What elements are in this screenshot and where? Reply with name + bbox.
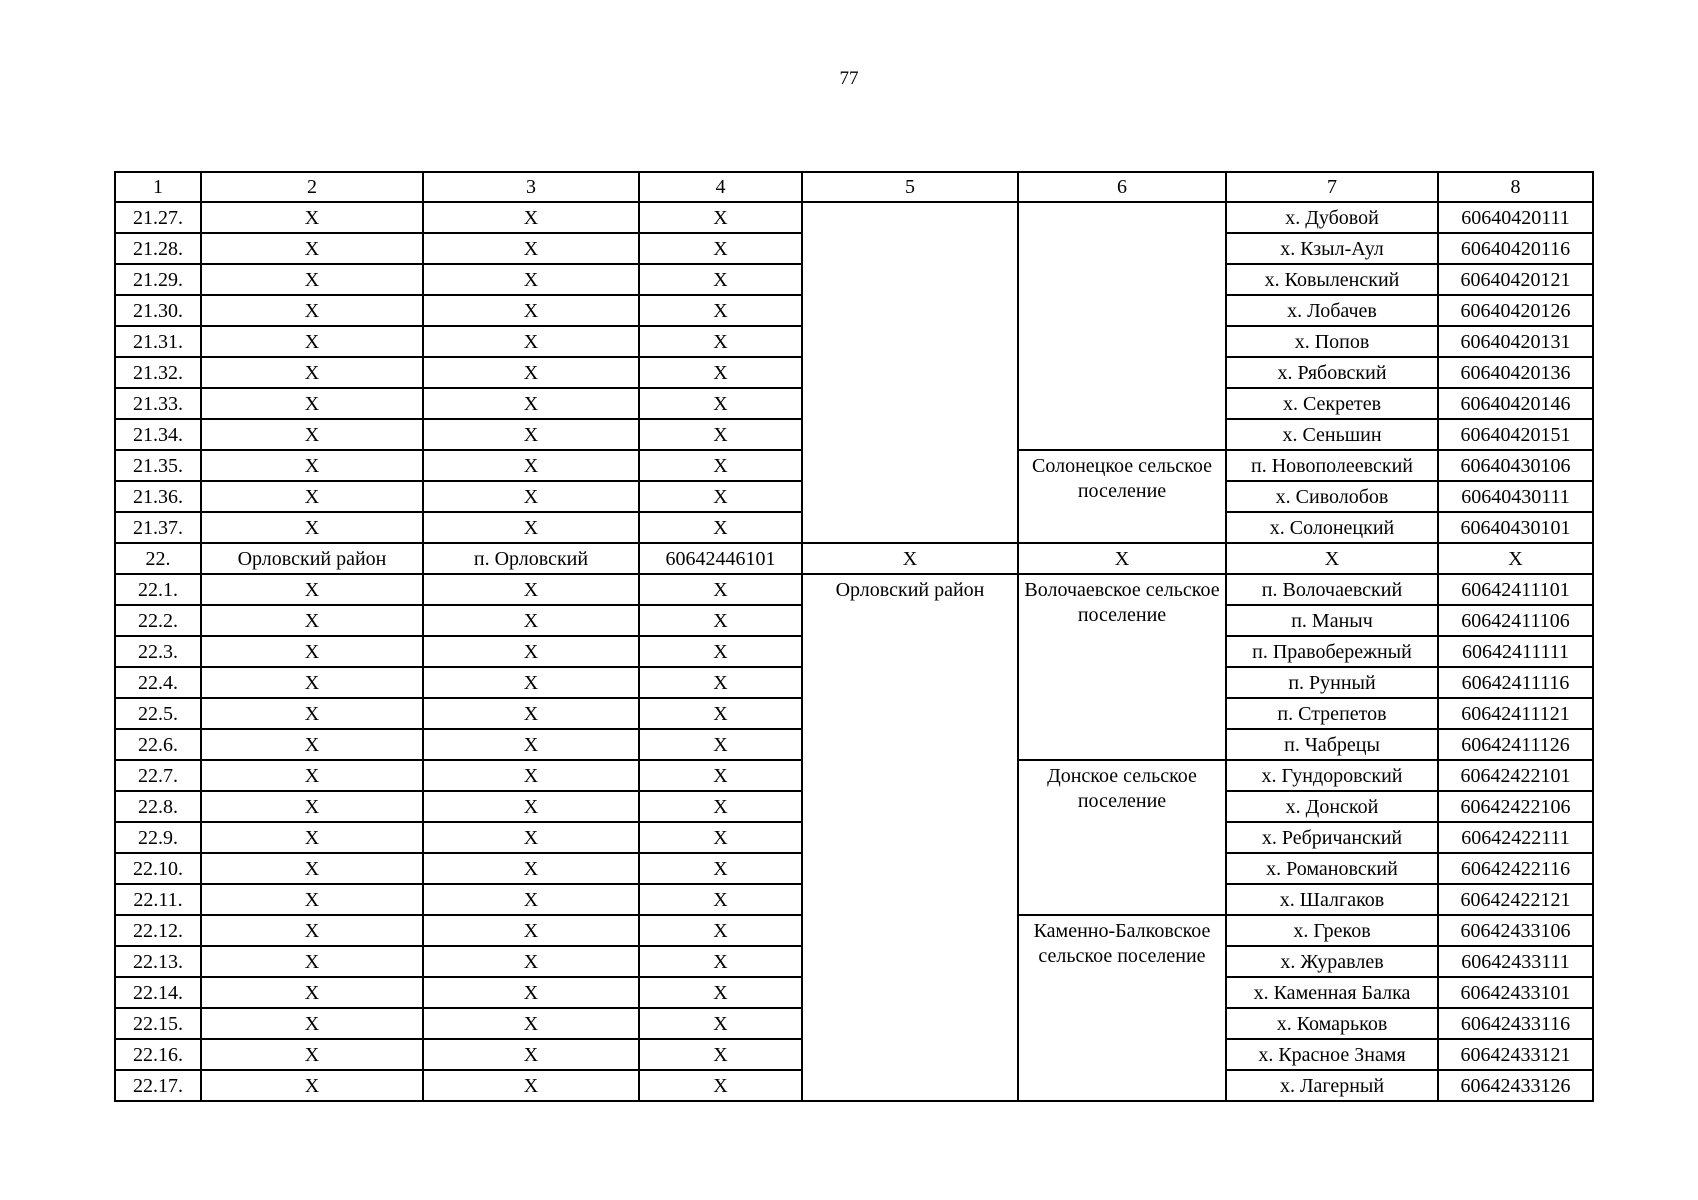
locality-name-cell: х. Сеньшин: [1226, 419, 1438, 450]
administrative-center-cell: X: [423, 698, 639, 729]
center-oktmo-code-cell: X: [639, 884, 802, 915]
locality-name-cell: п. Чабрецы: [1226, 729, 1438, 760]
administrative-center-cell: X: [423, 574, 639, 605]
locality-oktmo-code-cell: 60642411106: [1438, 605, 1593, 636]
locality-name-cell: х. Рябовский: [1226, 357, 1438, 388]
center-oktmo-code-cell: X: [639, 915, 802, 946]
center-oktmo-code-cell: X: [639, 729, 802, 760]
locality-name-cell: X: [1226, 543, 1438, 574]
center-oktmo-code-cell: X: [639, 977, 802, 1008]
locality-name-cell: х. Донской: [1226, 791, 1438, 822]
administrative-center-cell: X: [423, 1070, 639, 1101]
locality-name-cell: х. Секретев: [1226, 388, 1438, 419]
row-number-cell: 22.1.: [115, 574, 201, 605]
center-oktmo-code-cell: X: [639, 233, 802, 264]
row-number-cell: 22.4.: [115, 667, 201, 698]
municipal-district-cell: X: [201, 326, 423, 357]
locality-oktmo-code-cell: 60642433121: [1438, 1039, 1593, 1070]
center-oktmo-code-cell: X: [639, 419, 802, 450]
locality-oktmo-code-cell: 60640420126: [1438, 295, 1593, 326]
column-number-6: 6: [1018, 172, 1226, 202]
row-number-cell: 21.32.: [115, 357, 201, 388]
locality-oktmo-code-cell: 60642411121: [1438, 698, 1593, 729]
district-group-cell: [802, 202, 1018, 543]
row-number-cell: 22.17.: [115, 1070, 201, 1101]
row-number-cell: 21.29.: [115, 264, 201, 295]
center-oktmo-code-cell: X: [639, 202, 802, 233]
administrative-center-cell: X: [423, 884, 639, 915]
center-oktmo-code-cell: X: [639, 946, 802, 977]
municipal-district-cell: X: [201, 667, 423, 698]
row-number-cell: 22.9.: [115, 822, 201, 853]
municipal-district-cell: X: [201, 202, 423, 233]
row-number-cell: 21.37.: [115, 512, 201, 543]
locality-name-cell: п. Правобережный: [1226, 636, 1438, 667]
locality-name-cell: х. Ребричанский: [1226, 822, 1438, 853]
column-number-1: 1: [115, 172, 201, 202]
table-body: [115, 172, 1593, 1101]
locality-oktmo-code-cell: 60640420116: [1438, 233, 1593, 264]
district-group-cell: X: [802, 543, 1018, 574]
center-oktmo-code-cell: X: [639, 1008, 802, 1039]
municipal-district-cell: X: [201, 1039, 423, 1070]
column-number-3: 3: [423, 172, 639, 202]
center-oktmo-code-cell: X: [639, 512, 802, 543]
locality-name-cell: х. Шалгаков: [1226, 884, 1438, 915]
row-number-cell: 21.28.: [115, 233, 201, 264]
administrative-center-cell: X: [423, 791, 639, 822]
center-oktmo-code-cell: X: [639, 822, 802, 853]
locality-oktmo-code-cell: 60642411126: [1438, 729, 1593, 760]
center-oktmo-code-cell: X: [639, 791, 802, 822]
municipal-district-cell: X: [201, 574, 423, 605]
center-oktmo-code-cell: X: [639, 605, 802, 636]
municipal-district-cell: Орловский район: [201, 543, 423, 574]
municipal-district-cell: X: [201, 729, 423, 760]
center-oktmo-code-cell: X: [639, 481, 802, 512]
locality-oktmo-code-cell: 60642411101: [1438, 574, 1593, 605]
row-number-cell: 22.6.: [115, 729, 201, 760]
column-number-4: 4: [639, 172, 802, 202]
locality-oktmo-code-cell: 60642422106: [1438, 791, 1593, 822]
locality-oktmo-code-cell: 60640420136: [1438, 357, 1593, 388]
row-number-cell: 22.16.: [115, 1039, 201, 1070]
locality-name-cell: х. Ковыленский: [1226, 264, 1438, 295]
locality-name-cell: х. Гундоровский: [1226, 760, 1438, 791]
municipal-district-cell: X: [201, 636, 423, 667]
district-group-cell: Орловский район: [802, 574, 1018, 1101]
center-oktmo-code-cell: X: [639, 853, 802, 884]
locality-name-cell: х. Кзыл-Аул: [1226, 233, 1438, 264]
municipal-district-cell: X: [201, 915, 423, 946]
municipal-district-cell: X: [201, 357, 423, 388]
row-number-cell: 22.2.: [115, 605, 201, 636]
row-number-cell: 22.: [115, 543, 201, 574]
table-row: [115, 202, 1593, 233]
administrative-center-cell: X: [423, 636, 639, 667]
administrative-center-cell: X: [423, 853, 639, 884]
locality-name-cell: х. Журавлев: [1226, 946, 1438, 977]
municipal-district-cell: X: [201, 884, 423, 915]
row-number-cell: 21.30.: [115, 295, 201, 326]
row-number-cell: 21.35.: [115, 450, 201, 481]
center-oktmo-code-cell: X: [639, 264, 802, 295]
locality-oktmo-code-cell: 60640430106: [1438, 450, 1593, 481]
locality-name-cell: х. Лобачев: [1226, 295, 1438, 326]
row-number-cell: 21.33.: [115, 388, 201, 419]
row-number-cell: 22.12.: [115, 915, 201, 946]
locality-name-cell: п. Волочаевский: [1226, 574, 1438, 605]
administrative-center-cell: X: [423, 605, 639, 636]
center-oktmo-code-cell: 60642446101: [639, 543, 802, 574]
center-oktmo-code-cell: X: [639, 1070, 802, 1101]
row-number-cell: 21.36.: [115, 481, 201, 512]
settlement-group-cell: Солонецкое сельское поселение: [1018, 450, 1226, 543]
locality-oktmo-code-cell: X: [1438, 543, 1593, 574]
page-number: 77: [839, 68, 859, 89]
column-number-7: 7: [1226, 172, 1438, 202]
table-row: [115, 574, 1593, 605]
locality-oktmo-code-cell: 60642433101: [1438, 977, 1593, 1008]
locality-oktmo-code-cell: 60642433106: [1438, 915, 1593, 946]
locality-oktmo-code-cell: 60640430111: [1438, 481, 1593, 512]
locality-oktmo-code-cell: 60642422111: [1438, 822, 1593, 853]
row-number-cell: 21.31.: [115, 326, 201, 357]
locality-oktmo-code-cell: 60642422101: [1438, 760, 1593, 791]
locality-oktmo-code-cell: 60640420146: [1438, 388, 1593, 419]
row-number-cell: 22.3.: [115, 636, 201, 667]
administrative-center-cell: X: [423, 512, 639, 543]
settlement-group-cell: Волочаевское сельское поселение: [1018, 574, 1226, 760]
row-number-cell: 21.27.: [115, 202, 201, 233]
municipal-district-cell: X: [201, 853, 423, 884]
table-row: [115, 543, 1593, 574]
administrative-center-cell: X: [423, 667, 639, 698]
locality-oktmo-code-cell: 60642411116: [1438, 667, 1593, 698]
locality-oktmo-code-cell: 60640430101: [1438, 512, 1593, 543]
center-oktmo-code-cell: X: [639, 295, 802, 326]
administrative-center-cell: X: [423, 1008, 639, 1039]
column-number-row: [115, 172, 1593, 202]
administrative-center-cell: X: [423, 946, 639, 977]
locality-oktmo-code-cell: 60642433126: [1438, 1070, 1593, 1101]
locality-name-cell: х. Солонецкий: [1226, 512, 1438, 543]
administrative-center-cell: X: [423, 295, 639, 326]
administrative-center-cell: X: [423, 977, 639, 1008]
administrative-center-cell: X: [423, 202, 639, 233]
administrative-center-cell: X: [423, 326, 639, 357]
administrative-center-cell: X: [423, 264, 639, 295]
administrative-center-cell: X: [423, 419, 639, 450]
row-number-cell: 22.15.: [115, 1008, 201, 1039]
administrative-center-cell: X: [423, 915, 639, 946]
locality-name-cell: п. Новополеевский: [1226, 450, 1438, 481]
center-oktmo-code-cell: X: [639, 636, 802, 667]
center-oktmo-code-cell: X: [639, 450, 802, 481]
row-number-cell: 22.13.: [115, 946, 201, 977]
settlements-table: [114, 171, 1594, 1102]
administrative-center-cell: п. Орловский: [423, 543, 639, 574]
municipal-district-cell: X: [201, 977, 423, 1008]
row-number-cell: 22.7.: [115, 760, 201, 791]
locality-name-cell: х. Дубовой: [1226, 202, 1438, 233]
center-oktmo-code-cell: X: [639, 760, 802, 791]
municipal-district-cell: X: [201, 450, 423, 481]
settlement-group-cell: X: [1018, 543, 1226, 574]
center-oktmo-code-cell: X: [639, 388, 802, 419]
column-number-2: 2: [201, 172, 423, 202]
municipal-district-cell: X: [201, 1070, 423, 1101]
municipal-district-cell: X: [201, 1008, 423, 1039]
administrative-center-cell: X: [423, 729, 639, 760]
locality-name-cell: п. Рунный: [1226, 667, 1438, 698]
locality-oktmo-code-cell: 60642433116: [1438, 1008, 1593, 1039]
administrative-center-cell: X: [423, 822, 639, 853]
settlement-group-cell: Донское сельское поселение: [1018, 760, 1226, 915]
center-oktmo-code-cell: X: [639, 667, 802, 698]
locality-name-cell: х. Каменная Балка: [1226, 977, 1438, 1008]
municipal-district-cell: X: [201, 760, 423, 791]
municipal-district-cell: X: [201, 822, 423, 853]
administrative-center-cell: X: [423, 450, 639, 481]
administrative-center-cell: X: [423, 357, 639, 388]
row-number-cell: 22.10.: [115, 853, 201, 884]
row-number-cell: 22.5.: [115, 698, 201, 729]
administrative-center-cell: X: [423, 760, 639, 791]
administrative-center-cell: X: [423, 481, 639, 512]
municipal-district-cell: X: [201, 698, 423, 729]
column-number-5: 5: [802, 172, 1018, 202]
locality-name-cell: х. Греков: [1226, 915, 1438, 946]
row-number-cell: 22.8.: [115, 791, 201, 822]
row-number-cell: 21.34.: [115, 419, 201, 450]
center-oktmo-code-cell: X: [639, 574, 802, 605]
settlement-group-cell: [1018, 202, 1226, 450]
center-oktmo-code-cell: X: [639, 1039, 802, 1070]
municipal-district-cell: X: [201, 791, 423, 822]
settlement-group-cell: Каменно-Балковское сельское поселение: [1018, 915, 1226, 1101]
municipal-district-cell: X: [201, 481, 423, 512]
administrative-center-cell: X: [423, 233, 639, 264]
locality-name-cell: х. Сиволобов: [1226, 481, 1438, 512]
municipal-district-cell: X: [201, 419, 423, 450]
locality-oktmo-code-cell: 60642433111: [1438, 946, 1593, 977]
row-number-cell: 22.14.: [115, 977, 201, 1008]
municipal-district-cell: X: [201, 233, 423, 264]
municipal-district-cell: X: [201, 946, 423, 977]
center-oktmo-code-cell: X: [639, 357, 802, 388]
locality-name-cell: х. Романовский: [1226, 853, 1438, 884]
locality-oktmo-code-cell: 60640420151: [1438, 419, 1593, 450]
administrative-center-cell: X: [423, 388, 639, 419]
municipal-district-cell: X: [201, 264, 423, 295]
municipal-district-cell: X: [201, 388, 423, 419]
locality-name-cell: п. Стрепетов: [1226, 698, 1438, 729]
locality-oktmo-code-cell: 60640420111: [1438, 202, 1593, 233]
locality-oktmo-code-cell: 60642411111: [1438, 636, 1593, 667]
row-number-cell: 22.11.: [115, 884, 201, 915]
municipal-district-cell: X: [201, 295, 423, 326]
locality-name-cell: п. Маныч: [1226, 605, 1438, 636]
locality-name-cell: х. Лагерный: [1226, 1070, 1438, 1101]
locality-oktmo-code-cell: 60640420131: [1438, 326, 1593, 357]
column-number-8: 8: [1438, 172, 1593, 202]
center-oktmo-code-cell: X: [639, 326, 802, 357]
locality-name-cell: х. Комарьков: [1226, 1008, 1438, 1039]
municipal-district-cell: X: [201, 605, 423, 636]
locality-name-cell: х. Красное Знамя: [1226, 1039, 1438, 1070]
center-oktmo-code-cell: X: [639, 698, 802, 729]
locality-oktmo-code-cell: 60642422121: [1438, 884, 1593, 915]
municipal-district-cell: X: [201, 512, 423, 543]
locality-name-cell: х. Попов: [1226, 326, 1438, 357]
locality-oktmo-code-cell: 60640420121: [1438, 264, 1593, 295]
administrative-center-cell: X: [423, 1039, 639, 1070]
locality-oktmo-code-cell: 60642422116: [1438, 853, 1593, 884]
